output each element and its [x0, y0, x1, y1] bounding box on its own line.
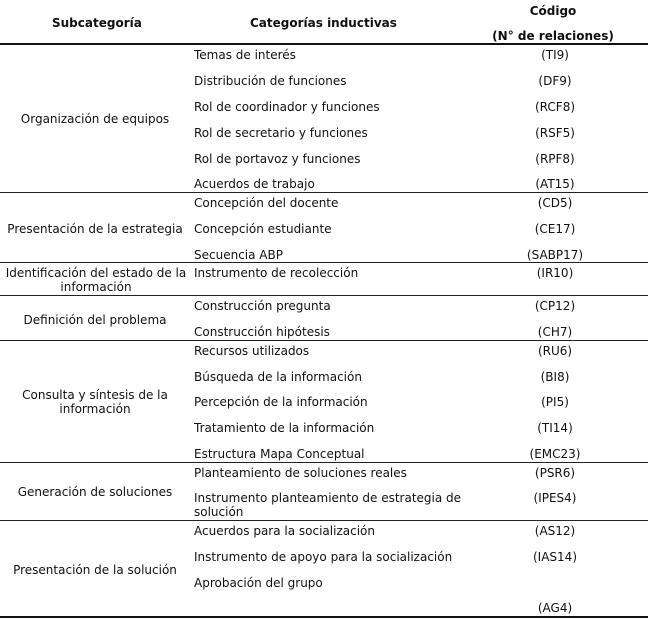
category-cell: Temas de interés — [194, 48, 296, 62]
group-divider — [0, 340, 648, 341]
code-cell: (PSR6) — [534, 466, 576, 480]
category-cell: Percepción de la información — [194, 395, 368, 409]
category-cell: Aprobación del grupo — [194, 576, 323, 590]
category-cell: Construcción pregunta — [194, 299, 331, 313]
code-cell: (BI8) — [540, 370, 570, 384]
subcategory-definicion: Definición del problema — [23, 313, 167, 327]
group-divider — [0, 192, 648, 193]
code-cell: (PI5) — [541, 395, 569, 409]
code-cell: (AS12) — [534, 524, 576, 538]
category-cell: Construcción hipótesis — [194, 325, 330, 339]
code-cell: (IR10) — [536, 266, 574, 280]
category-cell: Concepción estudiante — [194, 222, 332, 236]
category-cell: Concepción del docente — [194, 196, 339, 210]
category-cell: Recursos utilizados — [194, 344, 310, 358]
code-cell: (CP12) — [534, 299, 576, 313]
category-cell: Secuencia ABP — [194, 248, 283, 262]
subcategory-organizacion: Organización de equipos — [20, 112, 170, 126]
group-divider — [0, 520, 648, 521]
code-cell: (AG4) — [537, 601, 573, 615]
category-cell: Acuerdos de trabajo — [194, 177, 315, 191]
category-cell: Búsqueda de la información — [194, 370, 362, 384]
code-cell: (EMC23) — [529, 447, 581, 461]
header-codigo-sub: (N° de relaciones) — [492, 29, 614, 43]
header-codigo: Código — [529, 4, 577, 18]
code-cell: (TI14) — [537, 421, 573, 435]
code-cell: (IAS14) — [533, 550, 577, 564]
code-cell: (CD5) — [537, 196, 573, 210]
category-cell: Rol de coordinador y funciones — [194, 100, 380, 114]
category-cell: Instrumento de apoyo para la socialización — [194, 550, 453, 564]
code-cell: (SABP17) — [526, 248, 584, 262]
group-divider — [0, 295, 648, 296]
code-cell: (RU6) — [537, 344, 573, 358]
category-cell: Rol de secretario y funciones — [194, 126, 368, 140]
code-cell: (RSF5) — [535, 126, 575, 140]
category-cell: Rol de portavoz y funciones — [194, 152, 361, 166]
category-cell: Planteamiento de soluciones reales — [194, 466, 407, 480]
group-divider — [0, 262, 648, 263]
subcategory-identificacion: Identificación del estado de la información — [5, 266, 187, 294]
header-rule — [0, 43, 648, 45]
code-cell: (CH7) — [537, 325, 573, 339]
category-cell: Instrumento planteamiento de estrategia de solución — [194, 491, 462, 519]
header-subcategoria: Subcategoría — [52, 16, 142, 30]
group-divider — [0, 462, 648, 463]
subcategory-presentacion-estrategia: Presentación de la estrategia — [7, 222, 183, 236]
category-cell: Tratamiento de la información — [194, 421, 375, 435]
category-cell: Instrumento de recolección — [194, 266, 359, 280]
code-cell: (TI9) — [541, 48, 569, 62]
subcategory-consulta: Consulta y síntesis de la información — [22, 388, 168, 416]
subcategory-presentacion-solucion: Presentación de la solución — [13, 563, 177, 577]
code-cell: (DF9) — [538, 74, 572, 88]
code-cell: (RPF8) — [535, 152, 575, 166]
subcategory-generacion: Generación de soluciones — [17, 485, 173, 499]
header-categorias: Categorías inductivas — [250, 16, 397, 30]
category-cell: Estructura Mapa Conceptual — [194, 447, 365, 461]
table-bottom-rule — [0, 616, 648, 618]
code-cell: (RCF8) — [534, 100, 576, 114]
code-cell: (CE17) — [534, 222, 576, 236]
code-cell: (IPES4) — [533, 491, 577, 505]
code-cell: (AT15) — [535, 177, 575, 191]
category-cell: Acuerdos para la socialización — [194, 524, 375, 538]
category-cell: Distribución de funciones — [194, 74, 347, 88]
